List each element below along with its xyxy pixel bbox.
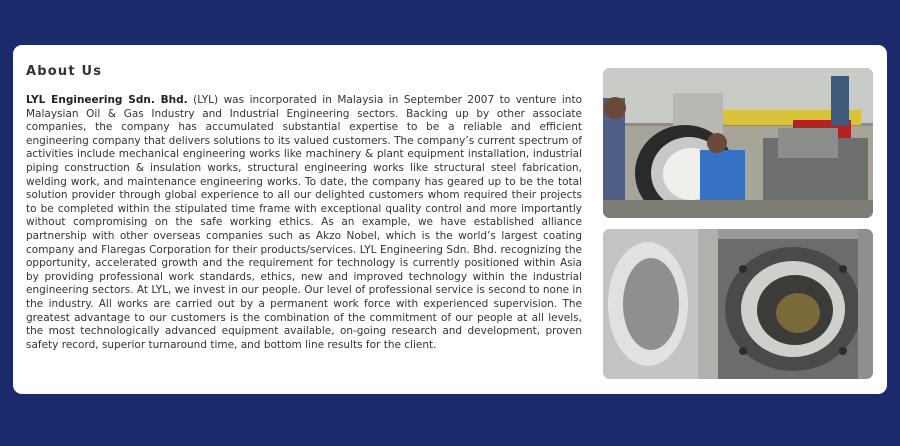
workshop-photo-flange [603,229,873,379]
company-name: LYL Engineering Sdn. Bhd. [26,94,188,106]
page-title: About Us [26,64,103,79]
about-body-text: (LYL) was incorporated in Malaysia in September 2007 to venture into Malaysian Oil & Gas Industry and Industrial Engineering sectors. Backing up by other associate companies, the company has accumulated substantial expertise to be a reliable and efficient engineering company that delivers solutions to its valued customers. The company’s current spectrum of activities include mechanical engineering works like machinery & plant equipment installation, industrial piping construction & insulation works, structural engineering works like structural steel fabrication, welding work, and maintenance engineering works. To date, the company has geared up to be the total solution provider through global experience to all our delighted customers whom required their projects to be completed within the stipulated time frame with exceptional quality control and more importantly without compromising on the safe working ethics. As an example, we have established alliance partnership with other overseas companies such as Akzo Nobel, which is the world’s largest coating company and Flaregas Corporation for their products/services. LYL Engineering Sdn. Bhd. recognizing the opportunity, accelerated growth and the requirement for technology is currently positioned within Asia by providing professional work standards, ethics, new and improved technology within the industrial engineering sectors. At LYL, we invest in our people. Our level of professional service is second to none in the industry. All works are carried out by a permanent work force with experienced supervision. The greatest advantage to our customers is the combination of the commitment of our people at all levels, the most technologically advanced equipment available, on-going research and development, proven safety record, superior turnaround time, and bottom line results for the client. [26,94,583,351]
workshop-photo-welding [603,68,873,218]
content-panel [13,45,887,394]
about-paragraph [26,94,582,352]
